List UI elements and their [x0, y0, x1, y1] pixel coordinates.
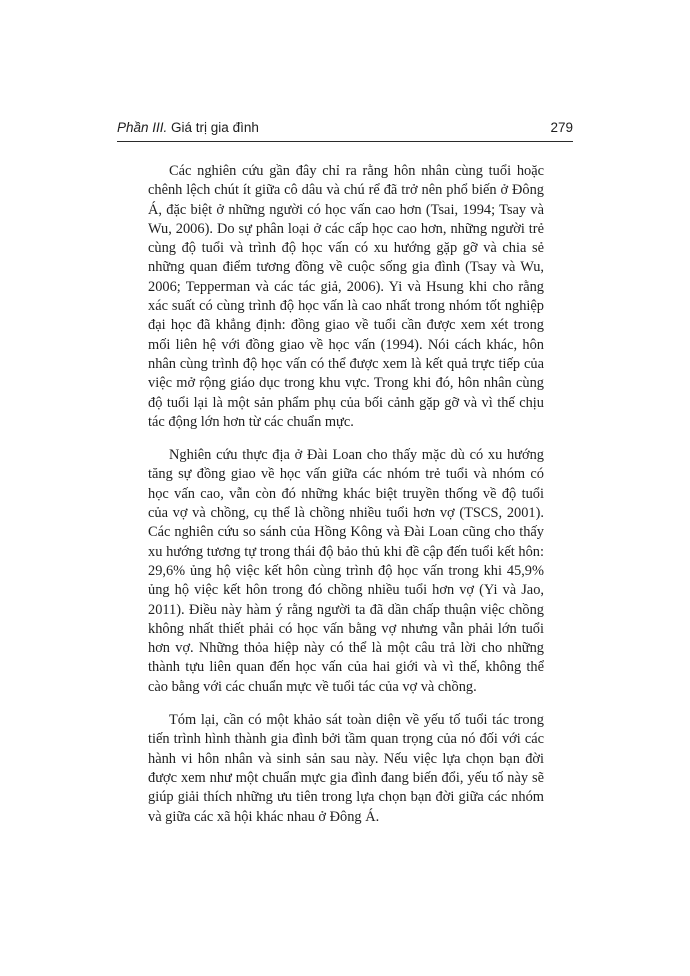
- paragraph-1: Các nghiên cứu gần đây chỉ ra rằng hôn nhân cùng tuổi hoặc chênh lệch chút ít giữa cô dâu và chú rể đã trở nên phổ biến ở Đông Á, đặc biệt ở những người có học vấn cao hơn (Tsai, 1994; Tsay và Wu, 2006). Do sự phân loại ở các cấp học cao hơn, những người trẻ cùng độ tuổi và trình độ học vấn có xu hướng gặp gỡ và chia sẻ những quan điểm tương đồng về cuộc sống gia đình (Tsay và Wu, 2006; Tepperman và các tác giả, 2006). Yi và Hsung khi cho rằng xác suất có cùng trình độ học vấn là cao nhất trong nhóm tốt nghiệp đại học đã khẳng định: đồng giao về tuổi cần được xem xét trong mối liên hệ với đồng giao về học vấn (1994). Nói cách khác, hôn nhân cùng trình độ học vấn có thể được xem là kết quả trực tiếp của việc mở rộng giáo dục trong khu vực. Trong khi đó, hôn nhân cùng độ tuổi lại là một sản phẩm phụ của bối cảnh gặp gỡ và vì thế chịu tác động lớn hơn từ các chuẩn mực.: [148, 163, 544, 430]
- part-label: Phần III.: [117, 120, 168, 135]
- paragraph-2: Nghiên cứu thực địa ở Đài Loan cho thấy mặc dù có xu hướng tăng sự đồng giao về học vấn giữa các nhóm trẻ tuổi và nhóm có học vấn cao, vẫn còn đó những khác biệt truyền thống về độ tuổi của vợ và chồng, cụ thể là chồng nhiều tuổi hơn vợ (TSCS, 2001). Các nghiên cứu so sánh của Hồng Kông và Đài Loan cũng cho thấy xu hướng tương tự trong thái độ bảo thủ khi đề cập đến tuổi kết hôn: 29,6% ủng hộ việc kết hôn cùng trình độ học vấn trong khi 45,9% ủng hộ việc kết hôn trong đó chồng nhiều tuổi hơn vợ (Yi và Jao, 2011). Điều này hàm ý rằng người ta đã dần chấp thuận việc chồng không nhất thiết phải có học vấn bằng vợ nhưng vẫn phải lớn tuổi hơn vợ. Những thỏa hiệp này có thể là một câu trả lời cho những thành tựu liên quan đến học vấn của hai giới và vì thế, không thể cào bằng với các chuẩn mực về tuổi tác của vợ và chồng.: [148, 447, 544, 695]
- page-number: 279: [550, 120, 573, 135]
- header-divider: [117, 141, 573, 142]
- running-header: [117, 117, 573, 139]
- section-title: Giá trị gia đình: [167, 120, 259, 135]
- section-heading: [117, 117, 259, 139]
- paragraph-3: Tóm lại, cần có một khảo sát toàn diện về yếu tố tuổi tác trong tiến trình hình thành gia đình bởi tầm quan trọng của nó đối với các hành vi hôn nhân và sinh sản sau này. Nếu việc lựa chọn bạn đời được xem như một chuẩn mực gia đình đang biến đổi, yếu tố này sẽ giúp giải thích những ưu tiên trong lựa chọn bạn đời giữa các nhóm và giữa các xã hội khác nhau ở Đông Á.: [148, 712, 544, 825]
- body-text: [148, 162, 544, 827]
